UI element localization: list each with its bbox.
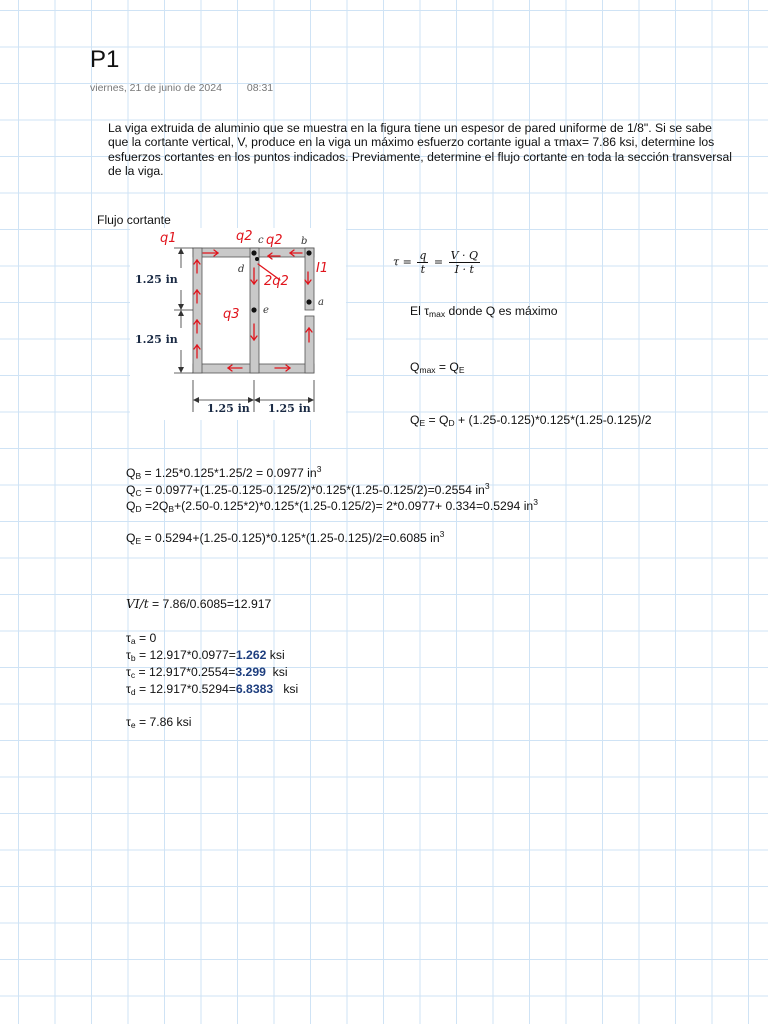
formula-denominator: I · t	[454, 263, 474, 276]
tau-e: $\tau_e = 7.86$ ksi	[126, 715, 192, 730]
point-label-e: e	[263, 305, 269, 316]
beam-cross-section-drawing	[130, 228, 346, 420]
formula-equals: =	[433, 255, 444, 269]
handwritten-q3: q3	[223, 307, 240, 322]
tau-b-result: 1.262	[235, 648, 267, 662]
page-meta	[90, 82, 273, 94]
dim-width-left: 1.25 in	[207, 402, 250, 415]
vit-calculation: VI/t = 7.86/0.6085=12.917	[126, 597, 272, 611]
handwritten-q2-left: q2	[236, 229, 253, 244]
calc-qd: $Q_D =2Q_B+(2.50-0.125*2)*0.125*(1.25-0.125/2)= 2*0.0977+ 0.334=0.5294$ $in^3$	[126, 497, 538, 514]
point-label-d: d	[238, 264, 245, 275]
tau-c-result: 3.299	[235, 665, 266, 679]
tau-max-note: El $\tau_{max}$ donde Q es máximo	[410, 304, 558, 319]
page-title: P1	[90, 46, 120, 73]
qe-expression: $Q_E = Q_D + (1.25-0.125)*0.125*(1.25-0.125)/2$	[410, 413, 652, 428]
handwritten-I1: I1	[316, 261, 329, 276]
dim-height-bottom: 1.25 in	[135, 333, 178, 346]
tau-d-result: 6.8383	[235, 682, 274, 696]
qmax-equation: $Q_{max} = Q_E$	[410, 360, 465, 375]
dim-width-right: 1.25 in	[268, 402, 311, 415]
point-label-a: a	[318, 297, 324, 308]
section-heading: Flujo cortante	[97, 213, 171, 227]
shear-stress-formula	[393, 249, 482, 276]
calc-qb: $Q_B = 1.25*0.125*1.25/2 = 0.0977$ $in^3$	[126, 464, 322, 481]
handwritten-2q2: 2q2	[264, 274, 289, 289]
tau-a: $\tau_a = 0$	[126, 631, 157, 646]
handwritten-q1: q1	[160, 231, 177, 246]
page-time: 08:31	[246, 82, 274, 94]
formula-fraction-q-t	[417, 249, 428, 276]
calc-qc: $Q_C = 0.0977+(1.25-0.125-0.125/2)*0.125*(1.25-0.125/2)=0.2554$ $in^3$	[126, 481, 490, 498]
page-date: viernes, 21 de junio de 2024	[90, 82, 222, 94]
tau-c: $\tau_c = 12.917*0.2554=3.299$ ksi	[126, 665, 288, 680]
formula-lhs: τ =	[393, 255, 412, 269]
formula-numerator: V · Q	[450, 249, 479, 262]
formula-t: t	[420, 263, 426, 276]
intro-paragraph: La viga extruida de aluminio que se muestra en la figura tiene un espesor de pared uniforme de 1/8". Si se sabe que la cortante vertical, V, produce en la viga un máximo esfuerzo cortante igual a τmax= 7.86 ksi, determine los esfuerzos cortantes en los puntos indicados. Previamente, determine el flujo cortante en toda la sección transversal de la viga.	[108, 121, 732, 179]
formula-fraction-vq-it	[449, 249, 480, 276]
calc-qe: $Q_E = 0.5294+(1.25-0.125)*0.125*(1.25-0.125)/2=0.6085$ $in^3$	[126, 529, 445, 546]
handwritten-q2-right: q2	[266, 233, 283, 248]
beam-cross-section-figure	[130, 228, 346, 420]
dim-height-top: 1.25 in	[135, 273, 178, 286]
point-label-b: b	[301, 236, 308, 247]
tau-d: $\tau_d = 12.917*0.5294=6.8383$ ksi	[126, 682, 299, 697]
point-label-c: c	[258, 235, 264, 246]
formula-q: q	[419, 249, 427, 262]
tau-b: $\tau_b = 12.917*0.0977=1.262$ ksi	[126, 648, 285, 663]
